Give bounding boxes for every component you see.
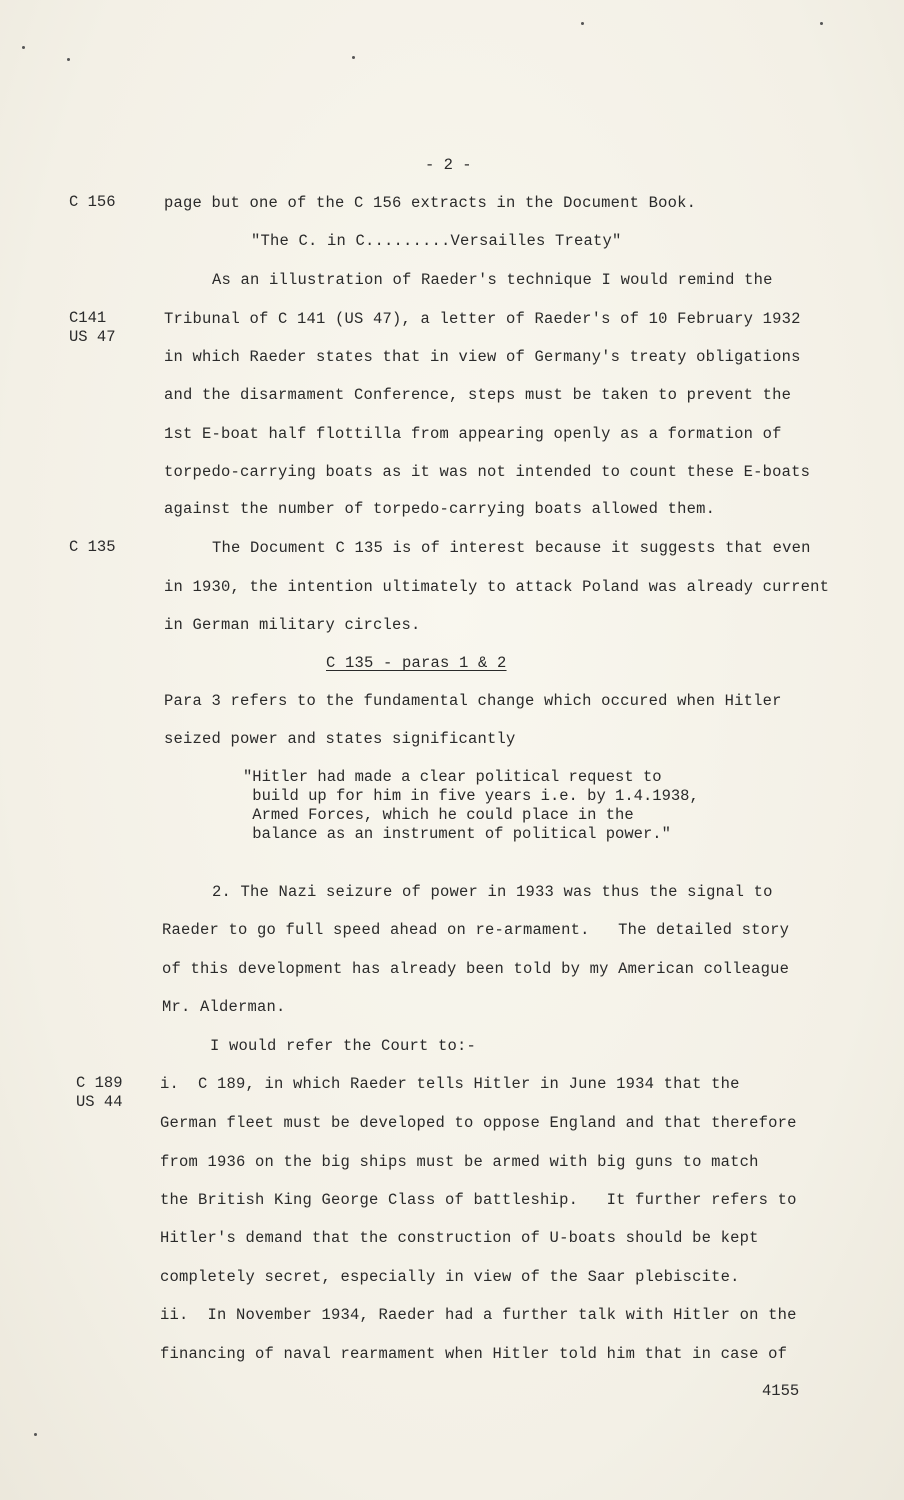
margin-note: C 135: [69, 538, 116, 556]
body-line: torpedo-carrying boats as it was not intended to count these E-boats: [164, 463, 811, 481]
body-line: of this development has already been told by my American colleague: [162, 960, 790, 978]
quote-line: Armed Forces, which he could place in the: [243, 806, 634, 824]
body-line: seized power and states significantly: [164, 730, 516, 748]
body-line: completely secret, especially in view of the Saar plebiscite.: [160, 1268, 740, 1286]
body-line: from 1936 on the big ships must be armed with big guns to match: [160, 1153, 759, 1171]
body-line: Mr. Alderman.: [162, 998, 286, 1016]
margin-note: C 156: [69, 193, 116, 211]
scan-speck: [820, 22, 823, 25]
margin-note: C 189 US 44: [76, 1074, 123, 1111]
document-reference: C 135 - paras 1 & 2: [326, 654, 507, 672]
body-line: German fleet must be developed to oppose England and that therefore: [160, 1114, 797, 1132]
quote-line: build up for him in five years i.e. by 1.4.1938,: [243, 787, 699, 805]
body-line: I would refer the Court to:-: [210, 1037, 477, 1055]
quotation-block: [243, 768, 699, 844]
body-line: Raeder to go full speed ahead on re-armament. The detailed story: [162, 921, 790, 939]
scan-speck: [67, 58, 70, 61]
scan-speck: [34, 1433, 37, 1436]
document-number: 4155: [762, 1382, 800, 1400]
quote-line: "Hitler had made a clear political request to: [243, 768, 662, 786]
scan-speck: [581, 22, 584, 25]
body-line: Para 3 refers to the fundamental change which occured when Hitler: [164, 692, 782, 710]
body-line: and the disarmament Conference, steps must be taken to prevent the: [164, 386, 792, 404]
body-line: Tribunal of C 141 (US 47), a letter of Raeder's of 10 February 1932: [164, 310, 801, 328]
body-line: ii. In November 1934, Raeder had a further talk with Hitler on the: [160, 1306, 797, 1324]
body-line: Hitler's demand that the construction of U-boats should be kept: [160, 1229, 759, 1247]
body-line: against the number of torpedo-carrying boats allowed them.: [164, 500, 716, 518]
scan-speck: [22, 46, 25, 49]
margin-note: C141 US 47: [69, 309, 116, 346]
page-number: - 2 -: [425, 156, 472, 174]
body-line: the British King George Class of battleship. It further refers to: [160, 1191, 797, 1209]
body-line: 1st E-boat half flottilla from appearing openly as a formation of: [164, 425, 782, 443]
body-line: in 1930, the intention ultimately to attack Poland was already current: [164, 578, 830, 596]
quote-line: balance as an instrument of political power.": [243, 825, 671, 843]
body-line: in which Raeder states that in view of Germany's treaty obligations: [164, 348, 801, 366]
body-line: As an illustration of Raeder's technique I would remind the: [212, 271, 773, 289]
body-line: page but one of the C 156 extracts in the Document Book.: [164, 194, 697, 212]
scan-speck: [352, 56, 355, 59]
body-line: in German military circles.: [164, 616, 421, 634]
body-line: The Document C 135 is of interest because it suggests that even: [212, 539, 811, 557]
body-line: financing of naval rearmament when Hitler told him that in case of: [160, 1345, 788, 1363]
body-line: "The C. in C.........Versailles Treaty": [251, 232, 622, 250]
body-line: i. C 189, in which Raeder tells Hitler in June 1934 that the: [160, 1075, 740, 1093]
body-line: 2. The Nazi seizure of power in 1933 was thus the signal to: [212, 883, 773, 901]
